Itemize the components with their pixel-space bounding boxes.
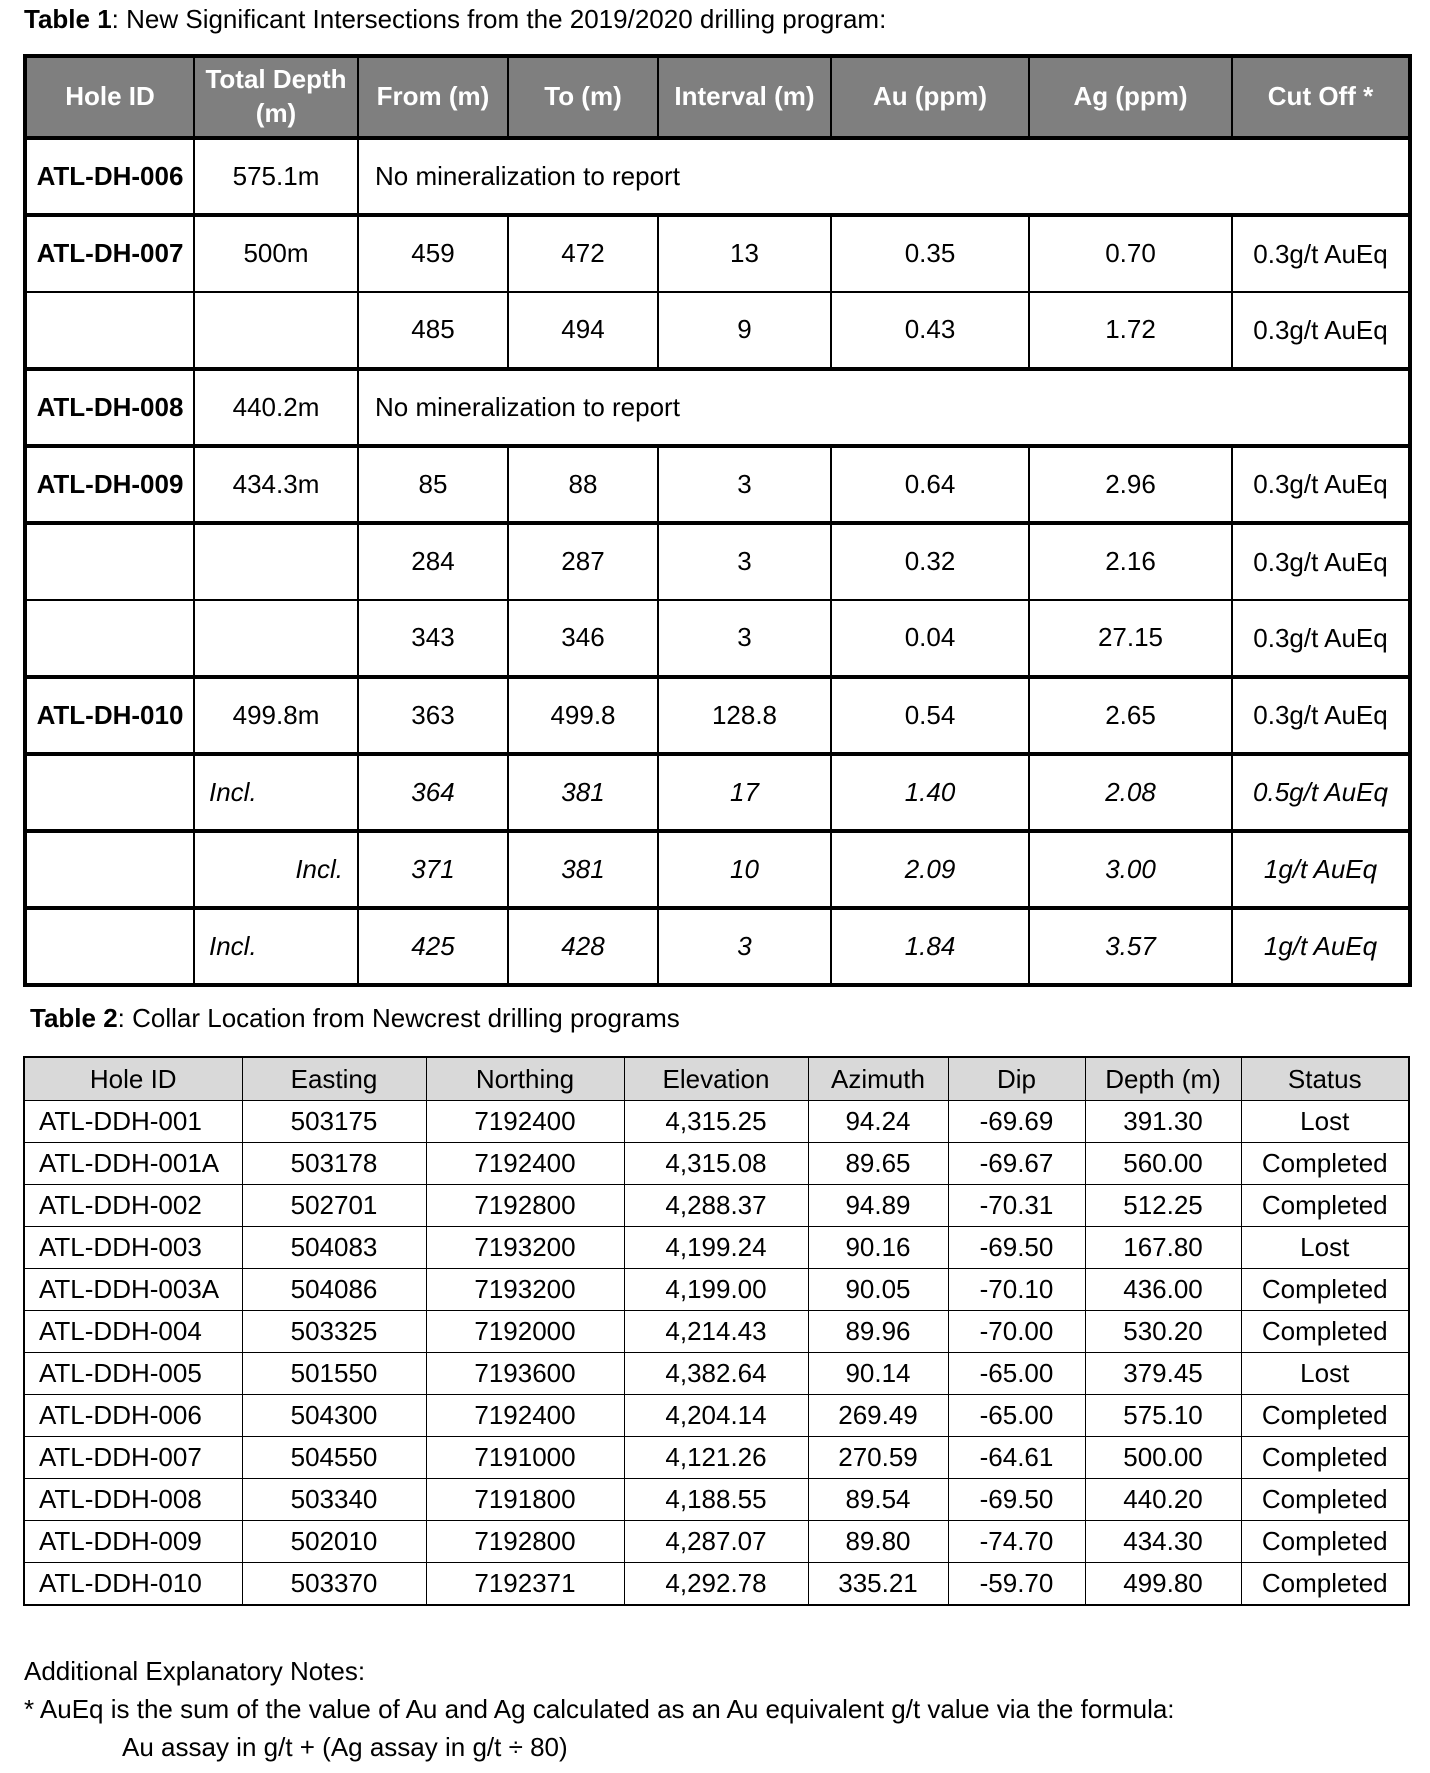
hole-id-cell: ATL-DDH-003A <box>24 1269 242 1311</box>
hole-id-cell: ATL-DDH-003 <box>24 1227 242 1269</box>
easting-cell: 504086 <box>242 1269 426 1311</box>
interval-cell: 3 <box>658 600 831 677</box>
ag-cell: 1.72 <box>1029 292 1232 369</box>
header-status: Status <box>1241 1057 1409 1101</box>
azimuth-cell: 94.24 <box>808 1101 948 1143</box>
au-cell: 0.35 <box>831 215 1029 292</box>
hole-id-cell <box>25 908 194 985</box>
to-cell: 381 <box>508 754 658 831</box>
northing-cell: 7191800 <box>426 1479 624 1521</box>
table2-caption <box>30 1003 680 1034</box>
table-row <box>24 1395 1409 1437</box>
elevation-cell: 4,214.43 <box>624 1311 808 1353</box>
interval-cell: 17 <box>658 754 831 831</box>
to-cell: 499.8 <box>508 677 658 754</box>
header-from: From (m) <box>358 56 508 138</box>
depth-cell: 512.25 <box>1085 1185 1241 1227</box>
easting-cell: 503175 <box>242 1101 426 1143</box>
header-hole-id: Hole ID <box>25 56 194 138</box>
table-row <box>25 446 1410 523</box>
table1-header-row <box>25 56 1410 138</box>
elevation-cell: 4,204.14 <box>624 1395 808 1437</box>
northing-cell: 7192371 <box>426 1563 624 1606</box>
hole-id-cell: ATL-DDH-008 <box>24 1479 242 1521</box>
table-row <box>24 1185 1409 1227</box>
azimuth-cell: 89.80 <box>808 1521 948 1563</box>
header-hole-id: Hole ID <box>24 1057 242 1101</box>
easting-cell: 504550 <box>242 1437 426 1479</box>
elevation-cell: 4,199.00 <box>624 1269 808 1311</box>
status-cell: Completed <box>1241 1143 1409 1185</box>
dip-cell: -69.50 <box>948 1479 1085 1521</box>
status-cell: Lost <box>1241 1227 1409 1269</box>
dip-cell: -70.31 <box>948 1185 1085 1227</box>
table-row <box>25 292 1410 369</box>
depth-cell: 167.80 <box>1085 1227 1241 1269</box>
table1-caption-text: : New Significant Intersections from the 2019/2020 drilling program: <box>111 4 887 34</box>
notes-formula: Au assay in g/t + (Ag assay in g/t ÷ 80) <box>122 1732 568 1762</box>
elevation-cell: 4,382.64 <box>624 1353 808 1395</box>
table-row <box>24 1227 1409 1269</box>
elevation-cell: 4,288.37 <box>624 1185 808 1227</box>
from-cell: 364 <box>358 754 508 831</box>
cutoff-cell: 0.5g/t AuEq <box>1232 754 1410 831</box>
table-row <box>24 1521 1409 1563</box>
table-row <box>25 831 1410 908</box>
ag-cell: 2.16 <box>1029 523 1232 600</box>
from-cell: 363 <box>358 677 508 754</box>
hole-id-cell: ATL-DDH-005 <box>24 1353 242 1395</box>
elevation-cell: 4,121.26 <box>624 1437 808 1479</box>
easting-cell: 503178 <box>242 1143 426 1185</box>
table-row <box>24 1311 1409 1353</box>
status-cell: Completed <box>1241 1311 1409 1353</box>
interval-cell: 3 <box>658 523 831 600</box>
azimuth-cell: 90.16 <box>808 1227 948 1269</box>
header-dip: Dip <box>948 1057 1085 1101</box>
elevation-cell: 4,287.07 <box>624 1521 808 1563</box>
dip-cell: -70.00 <box>948 1311 1085 1353</box>
elevation-cell: 4,199.24 <box>624 1227 808 1269</box>
notes-auEq-definition: * AuEq is the sum of the value of Au and Ag calculated as an Au equivalent g/t value via the formula: <box>24 1694 1175 1724</box>
interval-cell: 10 <box>658 831 831 908</box>
northing-cell: 7193200 <box>426 1227 624 1269</box>
status-cell: Completed <box>1241 1185 1409 1227</box>
interval-cell: 13 <box>658 215 831 292</box>
interval-cell: 3 <box>658 446 831 523</box>
au-cell: 2.09 <box>831 831 1029 908</box>
header-to: To (m) <box>508 56 658 138</box>
hole-id-cell <box>25 523 194 600</box>
elevation-cell: 4,315.25 <box>624 1101 808 1143</box>
au-cell: 0.64 <box>831 446 1029 523</box>
intersections-table <box>23 54 1412 987</box>
hole-id-cell: ATL-DDH-001A <box>24 1143 242 1185</box>
azimuth-cell: 89.65 <box>808 1143 948 1185</box>
northing-cell: 7192000 <box>426 1311 624 1353</box>
cutoff-cell: 0.3g/t AuEq <box>1232 600 1410 677</box>
hole-id-cell: ATL-DDH-010 <box>24 1563 242 1606</box>
header-total-depth: Total Depth (m) <box>194 56 358 138</box>
table-row <box>25 523 1410 600</box>
table-row <box>25 908 1410 985</box>
status-cell: Lost <box>1241 1353 1409 1395</box>
table-row <box>25 677 1410 754</box>
depth-cell: 560.00 <box>1085 1143 1241 1185</box>
dip-cell: -65.00 <box>948 1353 1085 1395</box>
from-cell: 425 <box>358 908 508 985</box>
header-azimuth: Azimuth <box>808 1057 948 1101</box>
from-cell: 284 <box>358 523 508 600</box>
ag-cell: 27.15 <box>1029 600 1232 677</box>
dip-cell: -69.69 <box>948 1101 1085 1143</box>
table-row <box>25 600 1410 677</box>
incl-label: Incl. <box>194 754 358 831</box>
au-cell: 0.04 <box>831 600 1029 677</box>
depth-cell: 434.30 <box>1085 1521 1241 1563</box>
northing-cell: 7191000 <box>426 1437 624 1479</box>
dip-cell: -59.70 <box>948 1563 1085 1606</box>
status-cell: Completed <box>1241 1479 1409 1521</box>
to-cell: 472 <box>508 215 658 292</box>
ag-cell: 3.57 <box>1029 908 1232 985</box>
interval-cell: 3 <box>658 908 831 985</box>
cutoff-cell: 0.3g/t AuEq <box>1232 292 1410 369</box>
au-cell: 0.54 <box>831 677 1029 754</box>
table-row <box>24 1101 1409 1143</box>
elevation-cell: 4,315.08 <box>624 1143 808 1185</box>
table-row <box>24 1143 1409 1185</box>
depth-cell: 499.80 <box>1085 1563 1241 1606</box>
depth-cell: 440.20 <box>1085 1479 1241 1521</box>
table-row <box>24 1437 1409 1479</box>
from-cell: 85 <box>358 446 508 523</box>
azimuth-cell: 94.89 <box>808 1185 948 1227</box>
depth-cell: 391.30 <box>1085 1101 1241 1143</box>
hole-id-cell: ATL-DH-007 <box>25 215 194 292</box>
northing-cell: 7192400 <box>426 1101 624 1143</box>
table-row <box>25 215 1410 292</box>
depth-cell: 500m <box>194 215 358 292</box>
depth-cell: 436.00 <box>1085 1269 1241 1311</box>
interval-cell: 9 <box>658 292 831 369</box>
header-ag: Ag (ppm) <box>1029 56 1232 138</box>
status-cell: Completed <box>1241 1563 1409 1606</box>
northing-cell: 7192800 <box>426 1521 624 1563</box>
elevation-cell: 4,188.55 <box>624 1479 808 1521</box>
northing-cell: 7192800 <box>426 1185 624 1227</box>
au-cell: 1.84 <box>831 908 1029 985</box>
cutoff-cell: 0.3g/t AuEq <box>1232 446 1410 523</box>
header-depth: Depth (m) <box>1085 1057 1241 1101</box>
easting-cell: 504083 <box>242 1227 426 1269</box>
depth-cell: 530.20 <box>1085 1311 1241 1353</box>
hole-id-cell: ATL-DDH-009 <box>24 1521 242 1563</box>
hole-id-cell <box>25 831 194 908</box>
no-mineralization-note: No mineralization to report <box>358 138 1410 215</box>
table-row <box>24 1563 1409 1606</box>
collar-table-body <box>24 1101 1409 1606</box>
header-elevation: Elevation <box>624 1057 808 1101</box>
header-cutoff: Cut Off * <box>1232 56 1410 138</box>
northing-cell: 7193200 <box>426 1269 624 1311</box>
depth-cell: 575.1m <box>194 138 358 215</box>
hole-id-cell <box>25 754 194 831</box>
ag-cell: 3.00 <box>1029 831 1232 908</box>
azimuth-cell: 335.21 <box>808 1563 948 1606</box>
depth-cell <box>194 523 358 600</box>
depth-cell <box>194 600 358 677</box>
depth-cell: 440.2m <box>194 369 358 446</box>
table2-header-row <box>24 1057 1409 1101</box>
header-easting: Easting <box>242 1057 426 1101</box>
status-cell: Completed <box>1241 1395 1409 1437</box>
au-cell: 0.32 <box>831 523 1029 600</box>
hole-id-cell: ATL-DDH-004 <box>24 1311 242 1353</box>
collar-location-table <box>23 1056 1410 1606</box>
easting-cell: 503340 <box>242 1479 426 1521</box>
hole-id-cell: ATL-DDH-007 <box>24 1437 242 1479</box>
northing-cell: 7192400 <box>426 1143 624 1185</box>
from-cell: 343 <box>358 600 508 677</box>
easting-cell: 502010 <box>242 1521 426 1563</box>
table-row <box>25 754 1410 831</box>
depth-cell: 499.8m <box>194 677 358 754</box>
depth-cell: 575.10 <box>1085 1395 1241 1437</box>
dip-cell: -64.61 <box>948 1437 1085 1479</box>
elevation-cell: 4,292.78 <box>624 1563 808 1606</box>
azimuth-cell: 90.14 <box>808 1353 948 1395</box>
hole-id-cell <box>25 292 194 369</box>
to-cell: 287 <box>508 523 658 600</box>
table-row <box>24 1479 1409 1521</box>
cutoff-cell: 1g/t AuEq <box>1232 831 1410 908</box>
status-cell: Lost <box>1241 1101 1409 1143</box>
hole-id-cell: ATL-DH-010 <box>25 677 194 754</box>
depth-cell: 500.00 <box>1085 1437 1241 1479</box>
from-cell: 459 <box>358 215 508 292</box>
table1-caption <box>24 4 886 35</box>
table-row <box>25 369 1410 446</box>
incl-label: Incl. <box>194 831 358 908</box>
from-cell: 485 <box>358 292 508 369</box>
northing-cell: 7193600 <box>426 1353 624 1395</box>
table2-caption-text: : Collar Location from Newcrest drilling programs <box>117 1003 680 1033</box>
notes-title: Additional Explanatory Notes: <box>24 1656 366 1686</box>
dip-cell: -65.00 <box>948 1395 1085 1437</box>
azimuth-cell: 269.49 <box>808 1395 948 1437</box>
depth-cell: 379.45 <box>1085 1353 1241 1395</box>
easting-cell: 501550 <box>242 1353 426 1395</box>
hole-id-cell: ATL-DH-009 <box>25 446 194 523</box>
incl-label: Incl. <box>194 908 358 985</box>
easting-cell: 503370 <box>242 1563 426 1606</box>
to-cell: 428 <box>508 908 658 985</box>
interval-cell: 128.8 <box>658 677 831 754</box>
easting-cell: 503325 <box>242 1311 426 1353</box>
azimuth-cell: 90.05 <box>808 1269 948 1311</box>
dip-cell: -70.10 <box>948 1269 1085 1311</box>
cutoff-cell: 1g/t AuEq <box>1232 908 1410 985</box>
to-cell: 346 <box>508 600 658 677</box>
hole-id-cell <box>25 600 194 677</box>
ag-cell: 2.65 <box>1029 677 1232 754</box>
depth-cell: 434.3m <box>194 446 358 523</box>
from-cell: 371 <box>358 831 508 908</box>
header-au: Au (ppm) <box>831 56 1029 138</box>
cutoff-cell: 0.3g/t AuEq <box>1232 523 1410 600</box>
hole-id-cell: ATL-DDH-001 <box>24 1101 242 1143</box>
table1-caption-label: Table 1 <box>24 4 112 34</box>
status-cell: Completed <box>1241 1269 1409 1311</box>
northing-cell: 7192400 <box>426 1395 624 1437</box>
easting-cell: 502701 <box>242 1185 426 1227</box>
au-cell: 1.40 <box>831 754 1029 831</box>
hole-id-cell: ATL-DDH-006 <box>24 1395 242 1437</box>
table-row <box>25 138 1410 215</box>
cutoff-cell: 0.3g/t AuEq <box>1232 677 1410 754</box>
azimuth-cell: 270.59 <box>808 1437 948 1479</box>
table2-caption-label: Table 2 <box>30 1003 118 1033</box>
depth-cell <box>194 292 358 369</box>
ag-cell: 2.96 <box>1029 446 1232 523</box>
ag-cell: 0.70 <box>1029 215 1232 292</box>
dip-cell: -74.70 <box>948 1521 1085 1563</box>
status-cell: Completed <box>1241 1437 1409 1479</box>
hole-id-cell: ATL-DDH-002 <box>24 1185 242 1227</box>
ag-cell: 2.08 <box>1029 754 1232 831</box>
to-cell: 88 <box>508 446 658 523</box>
status-cell: Completed <box>1241 1521 1409 1563</box>
hole-id-cell: ATL-DH-008 <box>25 369 194 446</box>
azimuth-cell: 89.54 <box>808 1479 948 1521</box>
header-northing: Northing <box>426 1057 624 1101</box>
easting-cell: 504300 <box>242 1395 426 1437</box>
table-row <box>24 1353 1409 1395</box>
header-interval: Interval (m) <box>658 56 831 138</box>
to-cell: 381 <box>508 831 658 908</box>
dip-cell: -69.50 <box>948 1227 1085 1269</box>
no-mineralization-note: No mineralization to report <box>358 369 1410 446</box>
to-cell: 494 <box>508 292 658 369</box>
table-row <box>24 1269 1409 1311</box>
cutoff-cell: 0.3g/t AuEq <box>1232 215 1410 292</box>
azimuth-cell: 89.96 <box>808 1311 948 1353</box>
au-cell: 0.43 <box>831 292 1029 369</box>
hole-id-cell: ATL-DH-006 <box>25 138 194 215</box>
dip-cell: -69.67 <box>948 1143 1085 1185</box>
